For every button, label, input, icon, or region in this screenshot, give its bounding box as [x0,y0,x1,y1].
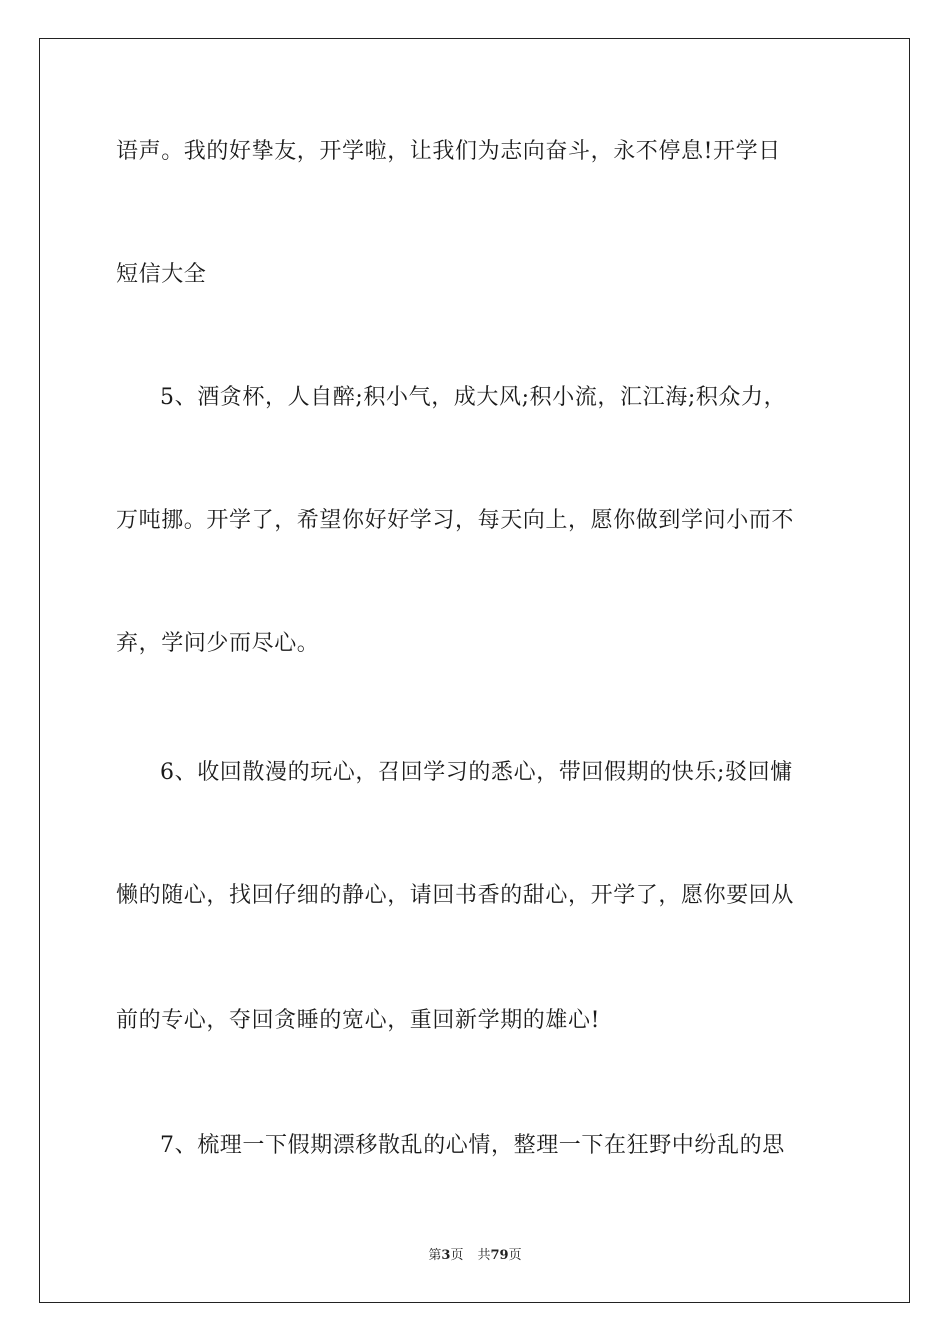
page-border [39,38,910,1303]
footer-total-suffix: 页 [508,1248,522,1263]
body-text-line-4: 万吨挪。开学了，希望你好好学习，每天向上，愿你做到学问小而不 [116,508,795,533]
footer-page-number: 3 [441,1248,451,1263]
body-text-line-5: 弃，学问少而尽心。 [116,631,320,656]
paragraph-5-first-line: 5、酒贪杯，人自醉;积小气，成大风;积小流，汇江海;积众力， [160,385,787,410]
paragraph-7-first-line: 7、梳理一下假期漂移散乱的心情，整理一下在狂野中纷乱的思 [160,1133,785,1158]
body-text-line-7: 懒的随心，找回仔细的静心，请回书香的甜心，开学了，愿你要回从 [116,883,795,908]
body-text-line-8: 前的专心，夺回贪睡的宽心，重回新学期的雄心! [116,1008,601,1033]
body-text-line-2: 短信大全 [116,262,207,287]
paragraph-6-first-line: 6、收回散漫的玩心，召回学习的悉心，带回假期的快乐;驳回慵 [160,760,793,785]
footer-page-prefix: 第 [428,1248,442,1263]
footer-total-prefix: 共 [477,1248,491,1263]
footer-page-suffix: 页 [450,1248,464,1263]
footer-total-pages: 79 [490,1248,509,1263]
body-text-line-1: 语声。我的好挚友，开学啦，让我们为志向奋斗，永不停息!开学日 [116,139,781,164]
page-footer [0,1247,950,1265]
